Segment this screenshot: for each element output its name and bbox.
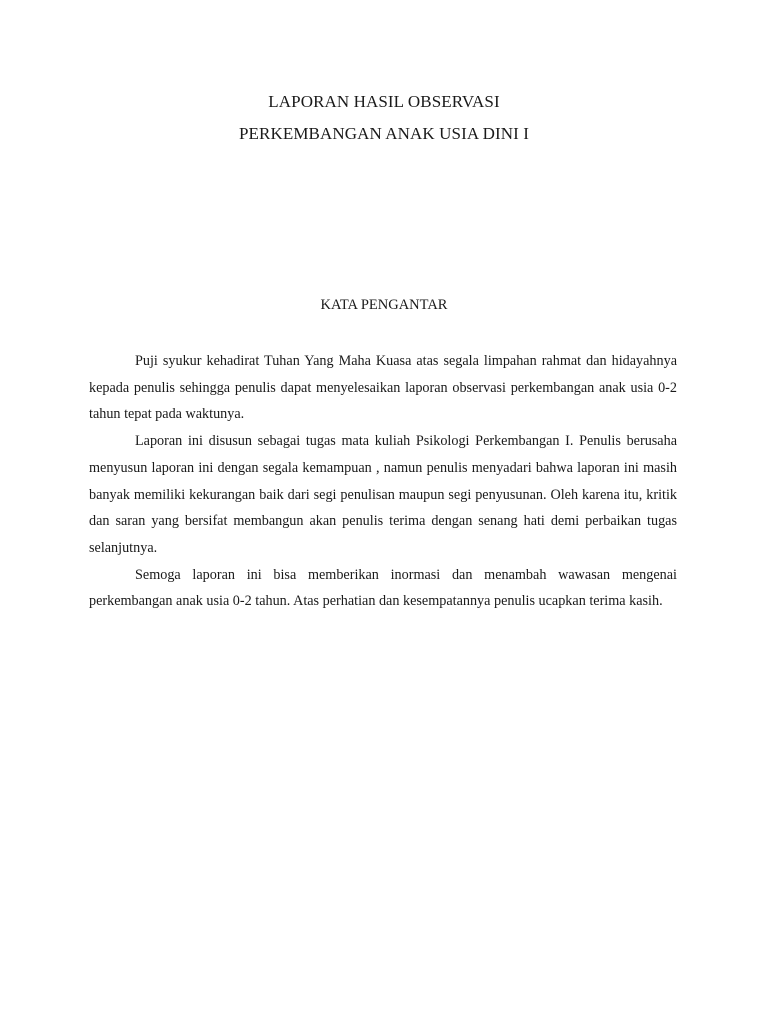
paragraph-2: Laporan ini disusun sebagai tugas mata kuliah Psikologi Perkembangan I. Penulis berusaha menyusun laporan ini dengan segala kemampuan , namun penulis menyadari bahwa laporan ini masih banyak memiliki kekurangan baik dari segi penulisan maupun segi penyusunan. Oleh karena itu, kritik dan saran yang bersifat membangun akan penulis terima dengan senang hati demi perbaikan tugas selanjutnya.	[89, 433, 677, 556]
document-title-line-1: LAPORAN HASIL OBSERVASI	[268, 92, 500, 111]
paragraph-1: Puji syukur kehadirat Tuhan Yang Maha Kuasa atas segala limpahan rahmat dan hidayahnya kepada penulis sehingga penulis dapat menyelesaikan laporan observasi perkembangan anak usia 0-2 tahun tepat pada waktunya.	[89, 353, 677, 423]
section-heading: KATA PENGANTAR	[320, 297, 448, 313]
document-title-line-2: PERKEMBANGAN ANAK USIA DINI I	[238, 124, 529, 143]
body-text	[89, 348, 677, 615]
paragraph-3: Semoga laporan ini bisa memberikan inormasi dan menambah wawasan mengenai perkembangan anak usia 0-2 tahun. Atas perhatian dan kesempatannya penulis ucapkan terima kasih.	[89, 566, 677, 610]
